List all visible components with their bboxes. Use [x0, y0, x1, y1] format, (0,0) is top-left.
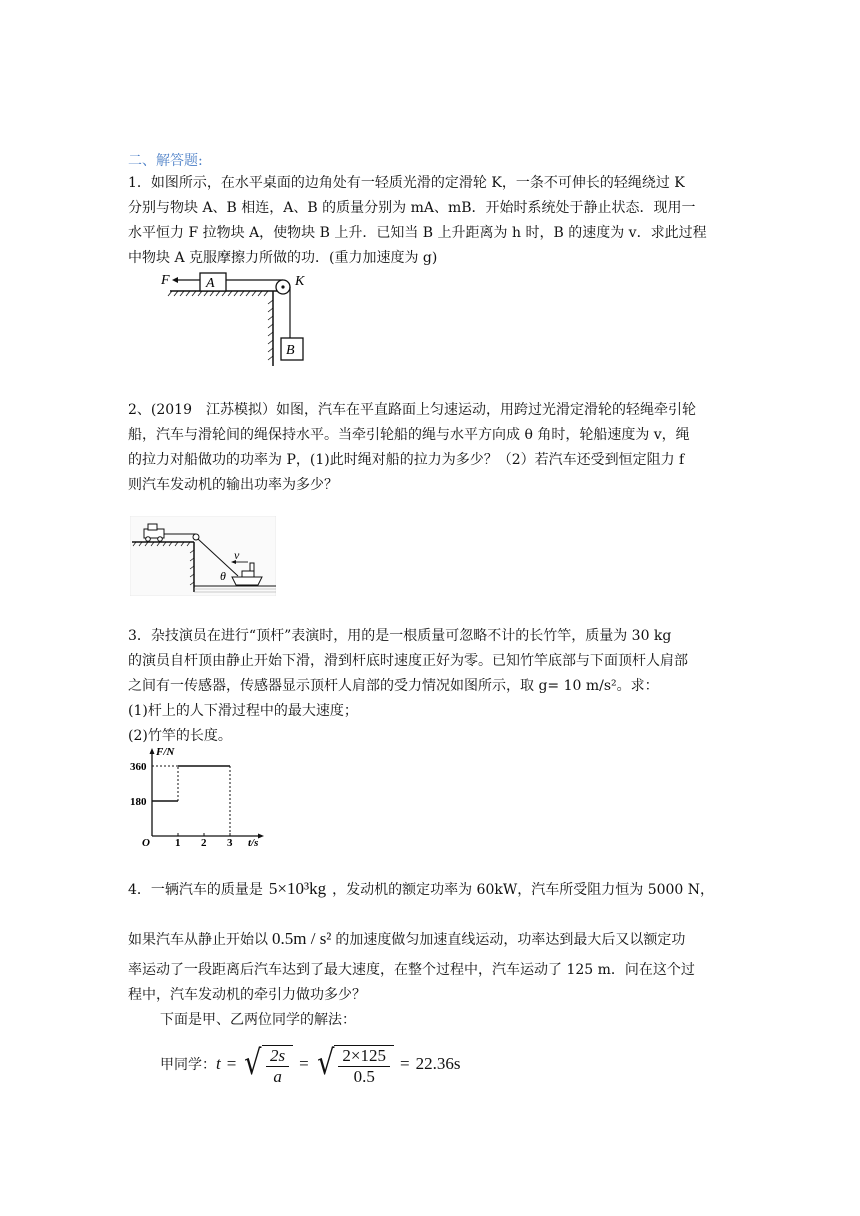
q2-line-2: 船，汽车与滑轮间的绳保持水平。当牵引轮船的绳与水平方向成 θ 角时，轮船速度为 v，绳 [128, 427, 690, 443]
q4-line-1 [128, 876, 734, 903]
q4-line-4: 程中，汽车发动机的牵引力做功多少？ [128, 987, 366, 1003]
label-f: F [161, 273, 170, 288]
q2-boat-figure [130, 516, 276, 596]
y-axis-arrow-icon [150, 748, 155, 754]
y-tick-label: 360 [130, 761, 147, 773]
x-axis-arrow-icon [258, 834, 264, 839]
eq-equals-3: = [399, 1054, 410, 1073]
q4-line-2-b: 的加速度做匀加速直线运动，功率达到最大后又以额定功 [335, 932, 686, 948]
eq-den-1: a [273, 1067, 282, 1086]
eq-label: 甲同学： [160, 1057, 216, 1073]
q4-line-2-a: 如果汽车从静止开始以 [128, 932, 268, 948]
radical-icon: √ [316, 1043, 335, 1083]
label-a: A [206, 276, 215, 291]
sqrt-1 [242, 1041, 293, 1087]
eq-num-2: 2×125 [338, 1046, 390, 1067]
label-v: v [234, 548, 240, 562]
q2-line-1: 2、(2019 江苏模拟）如图，汽车在平直路面上匀速运动，用跨过光滑定滑轮的轻绳牵引轮 [128, 402, 696, 418]
jia-solution-equation [160, 1036, 460, 1092]
x-axis-label: t/s [248, 837, 259, 848]
origin-label: O [142, 837, 150, 848]
force-arrow-icon [172, 277, 178, 283]
q1-pulley-figure [160, 268, 320, 368]
q1-line-4: 中物块 A 克服摩擦力所做的功．(重力加速度为 g) [128, 250, 438, 266]
q3-line-3: 之间有一传感器，传感器显示顶杆人肩部的受力情况如图所示，取 g= 10 m/s²。求： [128, 678, 659, 694]
label-b: B [286, 343, 295, 358]
q3-force-time-chart [130, 744, 276, 848]
eq-t: t [216, 1054, 221, 1073]
x-tick-label: 2 [201, 837, 207, 848]
sqrt-2 [315, 1041, 394, 1087]
q1-line-2: 分别与物块 A、B 相连，A、B 的质量分别为 mA、mB．开始时系统处于静止状态．现用一 [128, 200, 696, 216]
q2-line-4: 则汽车发动机的输出功率为多少？ [128, 477, 338, 493]
q1-line-3: 水平恒力 F 拉物块 A，使物块 B 上升．已知当 B 上升距离为 h 时，B 的速度为 v．求此过程 [128, 225, 707, 241]
q3-line-1: 3．杂技演员在进行“顶杆”表演时，用的是一根质量可忽略不计的长竹竿，质量为 30 kg [128, 628, 672, 644]
radical-icon: √ [244, 1043, 262, 1083]
eq-den-2: 0.5 [353, 1067, 375, 1086]
q3-line-5: (2)竹竿的长度。 [128, 728, 232, 744]
q4-acceleration-expression: 0.5m / s² [272, 929, 332, 948]
q2-line-3: 的拉力对船做功的功率为 P，(1)此时绳对船的拉力为多少？（2）若汽车还受到恒定阻力 f [128, 452, 685, 468]
q4-line-1-a: 4．一辆汽车的质量是 [128, 882, 263, 898]
label-k: K [295, 274, 305, 289]
q4-line-2 [128, 926, 734, 953]
eq-result: 22.36s [415, 1054, 461, 1073]
eq-equals-1: = [226, 1054, 237, 1073]
q4-line-5: 下面是甲、乙两位同学的解法： [160, 1012, 356, 1028]
x-tick-label: 1 [175, 837, 181, 848]
eq-equals-2: = [299, 1054, 309, 1073]
q4-line-1-b: ，发动机的额定功率为 60kW，汽车所受阻力恒为 5000 N， [332, 882, 715, 898]
q4-line-3: 率运动了一段距离后汽车达到了最大速度，在整个过程中，汽车运动了 125 m．问在这个过 [128, 962, 695, 978]
label-theta: θ [220, 569, 226, 583]
x-tick-label: 3 [227, 837, 233, 848]
section-heading: 二、解答题: [128, 153, 203, 169]
q4-mass-expression: 5×10³kg [268, 879, 327, 898]
eq-num-1: 2s [266, 1046, 289, 1067]
q3-line-4: (1)杆上的人下滑过程中的最大速度； [128, 703, 358, 719]
y-axis-label: F/N [156, 746, 175, 758]
q3-line-2: 的演员自杆顶由静止开始下滑，滑到杆底时速度正好为零。已知竹竿底部与下面顶杆人肩部 [128, 653, 688, 669]
q1-line-1: 1．如图所示，在水平桌面的边角处有一轻质光滑的定滑轮 K，一条不可伸长的轻绳绕过 K [128, 175, 685, 191]
y-tick-label: 180 [130, 796, 147, 808]
